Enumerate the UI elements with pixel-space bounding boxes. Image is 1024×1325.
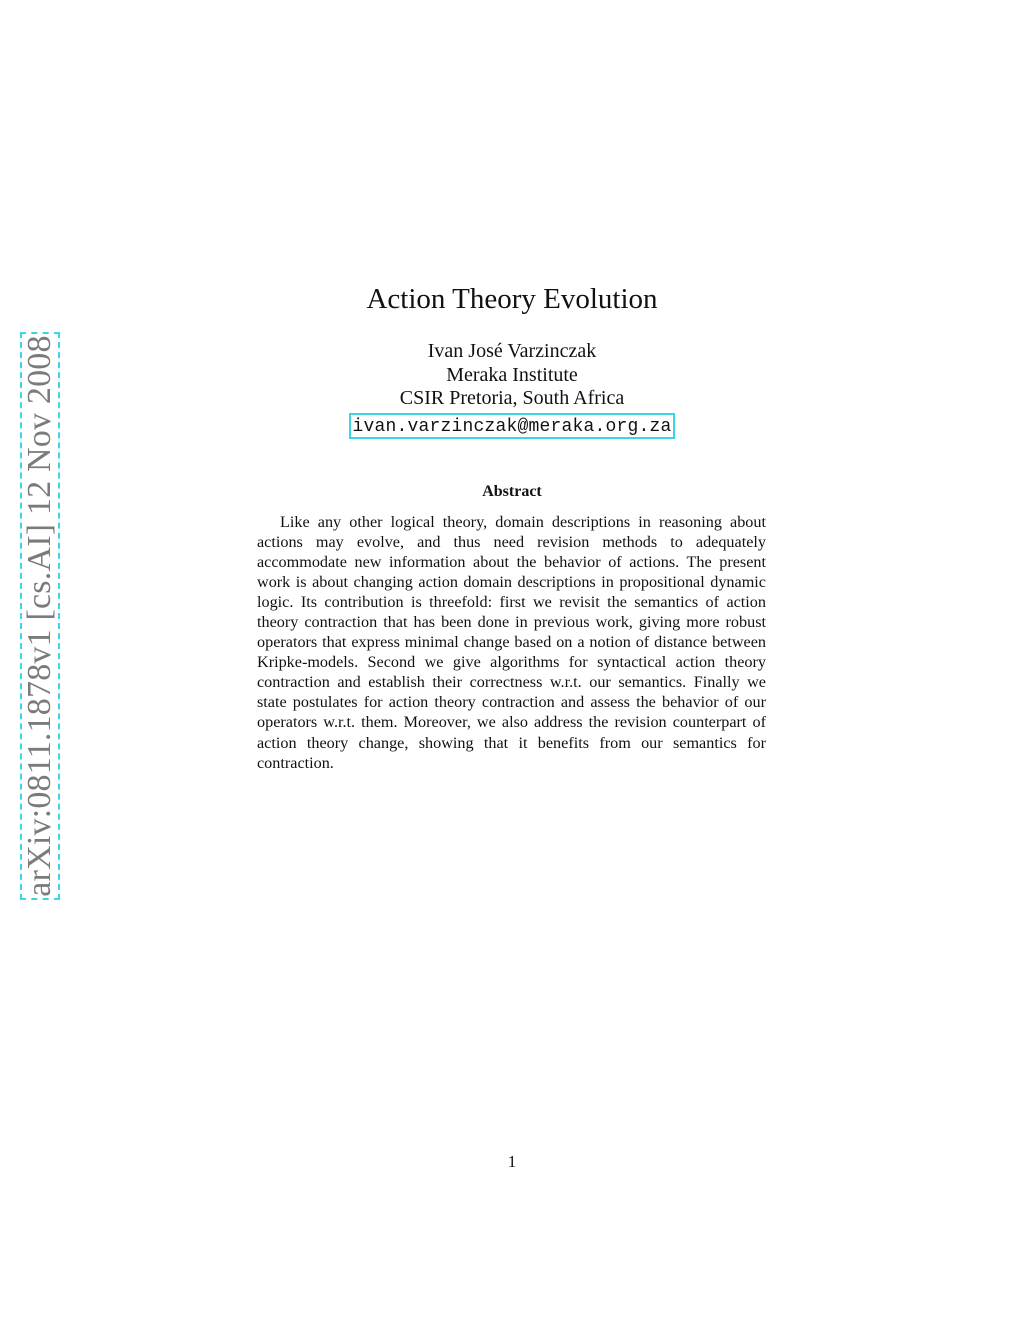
page-number: 1 — [507, 1152, 517, 1171]
paper-title: Action Theory Evolution — [366, 283, 658, 315]
affiliation-institute: Meraka Institute — [446, 363, 578, 386]
author-block — [0, 340, 1024, 439]
abstract-heading: Abstract — [482, 483, 542, 500]
author-email-link[interactable]: ivan.varzinczak@meraka.org.za — [352, 416, 672, 437]
arxiv-identifier[interactable]: arXiv:0811.1878v1 [cs.AI] 12 Nov 2008 — [21, 335, 58, 897]
email-link-box[interactable] — [349, 413, 674, 439]
author-name: Ivan José Varzinczak — [427, 340, 597, 362]
abstract-body: Like any other logical theory, domain descriptions in reasoning about actions may evolve, and thus need revision methods to adequately accommodate new information about the behavior of actions. The present work is about changing action domain descriptions in propositional dynamic logic. Its contribution is threefold: first we revisit the semantics of action theory contraction that has been done in previous work, giving more robust operators that express minimal change based on a notion of distance between Kripke-models. Second we give algorithms for syntactical action theory contraction and establish their correctness w.r.t. our semantics. Finally we state postulates for action theory contraction and assess the behavior of our operators w.r.t. them. Moreover, we also address the revision counterpart of action theory change, showing that it benefits from our semantics for contraction. — [257, 513, 766, 772]
affiliation-location: CSIR Pretoria, South Africa — [399, 387, 625, 409]
